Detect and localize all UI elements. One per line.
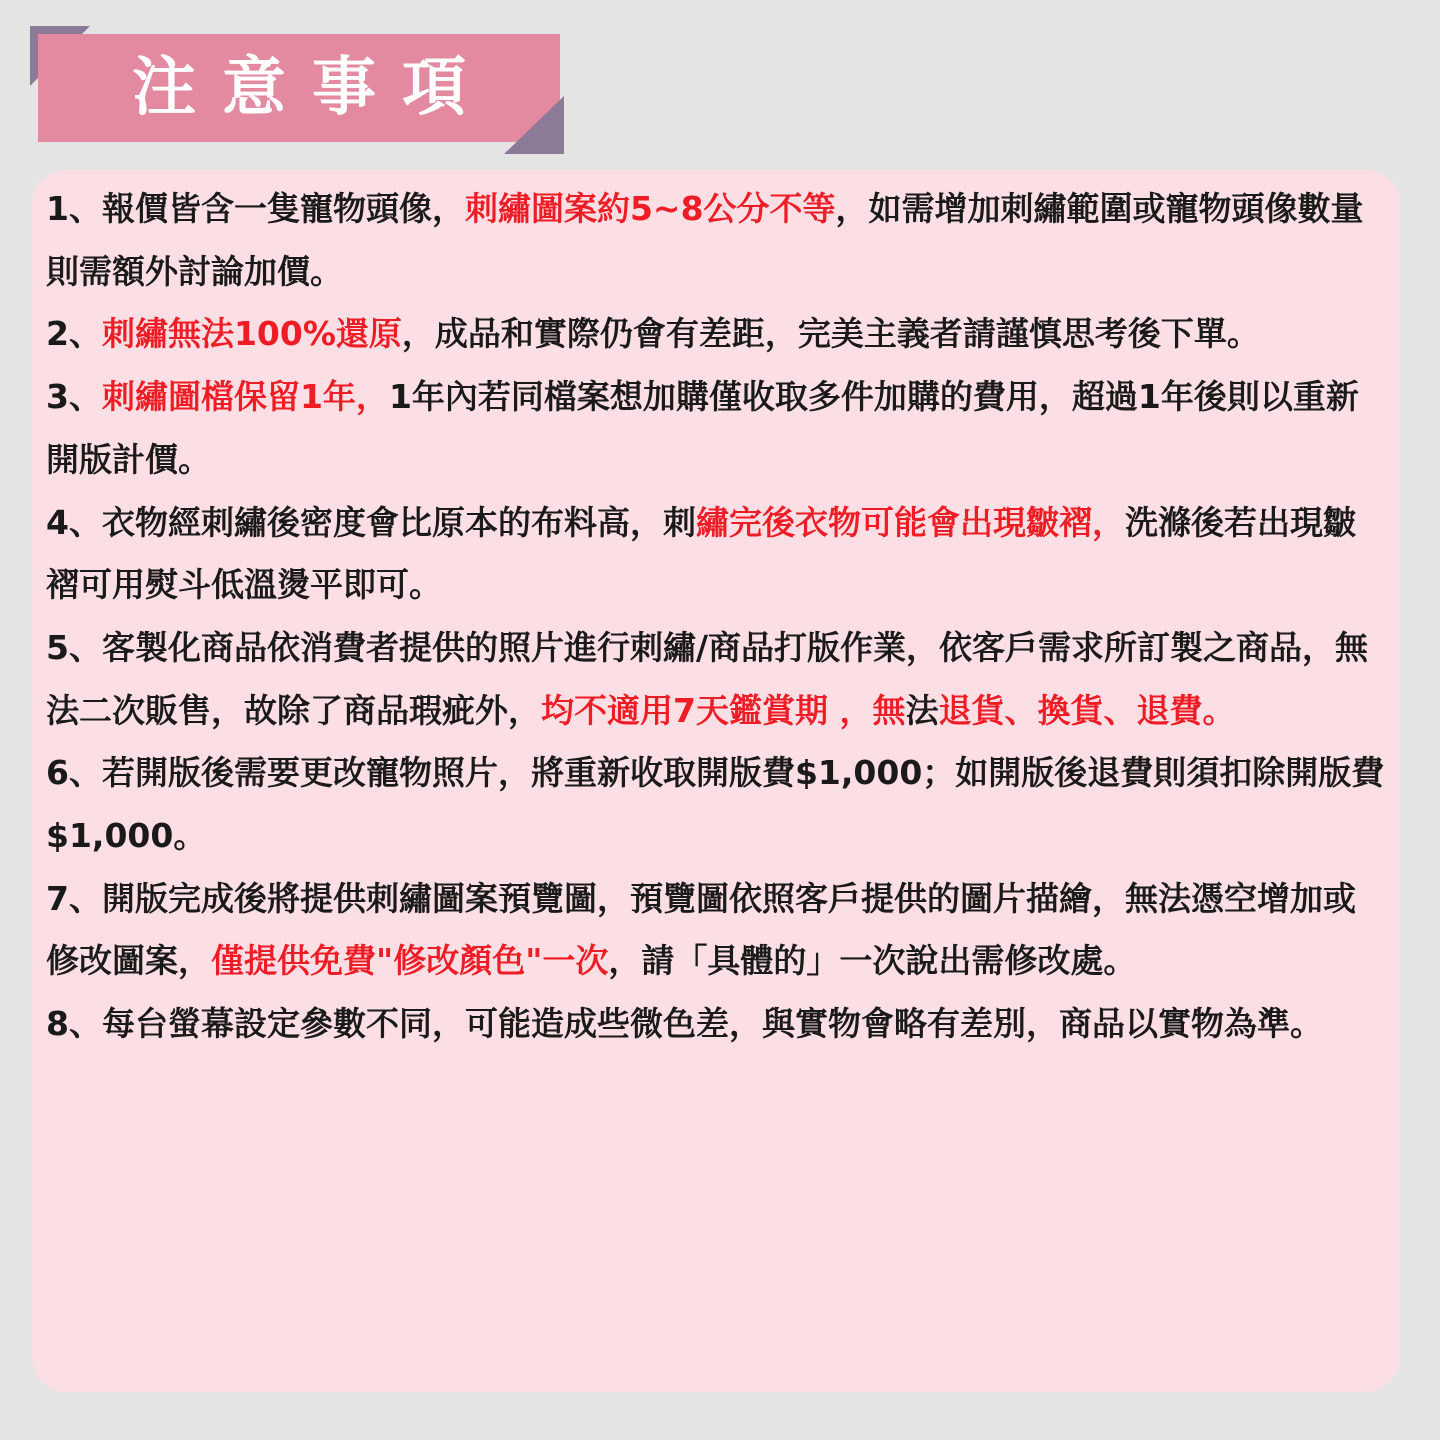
notice-item-1 [46,178,1386,303]
notice-box [32,170,1400,1392]
notice-highlight: 刺繡圖檔保留1年， [101,377,389,417]
notice-text: 2、 [46,314,102,354]
notice-text: ，請「具體的」一次說出需修改處。 [608,941,1137,981]
notice-item-2 [46,303,1386,366]
notice-highlight: 均不適用7天鑑賞期 ，無 [541,690,906,730]
notice-text: 洗滌後若出現皺褶可用熨斗低溫燙平即可。 [46,502,1356,605]
notice-item-6 [46,742,1386,867]
notice-text: 5、客製化商品依消費者提供的照片進行刺繡/商品打版作業，依客戶需求所訂製之商品，無法二次販售，故除了商品瑕疵外， [46,627,1369,730]
notice-highlight: 刺繡無法100%還原 [101,314,402,354]
notice-item-4 [46,492,1386,617]
page-title: 注意事項 [132,51,492,125]
notice-item-3 [46,366,1386,491]
notice-text: 4、衣物經刺繡後密度會比原本的布料高，刺 [46,502,696,542]
notice-list [46,178,1386,1056]
notice-text: ，成品和實際仍會有差距，完美主義者請謹慎思考後下單。 [401,314,1260,354]
notice-item-8 [46,993,1386,1056]
notice-text: 6、若開版後需要更改寵物照片，將重新收取開版費$1,000；如開版後退費則須扣除開版費$1,000。 [46,753,1385,856]
notice-highlight: 刺繡圖案約5~8公分不等 [464,189,836,228]
notice-highlight: 僅提供免費"修改顏色"一次 [211,941,609,981]
notice-item-5 [46,617,1386,742]
notice-text: 法 [905,690,939,730]
notice-text: 1年內若同檔案想加購僅收取多件加購的費用，超過1年後則以重新開版計價。 [46,377,1359,479]
notice-highlight: 繡完後衣物可能會出現皺褶， [695,502,1125,542]
notice-text: 8、每台螢幕設定參數不同，可能造成些微色差，與實物會略有差別，商品以實物為準。 [46,1004,1323,1044]
notice-text: 1、報價皆含一隻寵物頭像， [46,189,465,228]
notice-highlight: 退貨、換貨、退費。 [938,690,1236,730]
notice-text: 3、 [46,377,102,417]
notice-item-7 [46,868,1386,993]
notice-text: 7、開版完成後將提供刺繡圖案預覽圖，預覽圖依照客戶提供的圖片描繪，無法憑空增加或修改圖案， [46,878,1356,981]
notice-text: ，如需增加刺繡範圍或寵物頭像數量則需額外討論加價。 [46,189,1364,291]
